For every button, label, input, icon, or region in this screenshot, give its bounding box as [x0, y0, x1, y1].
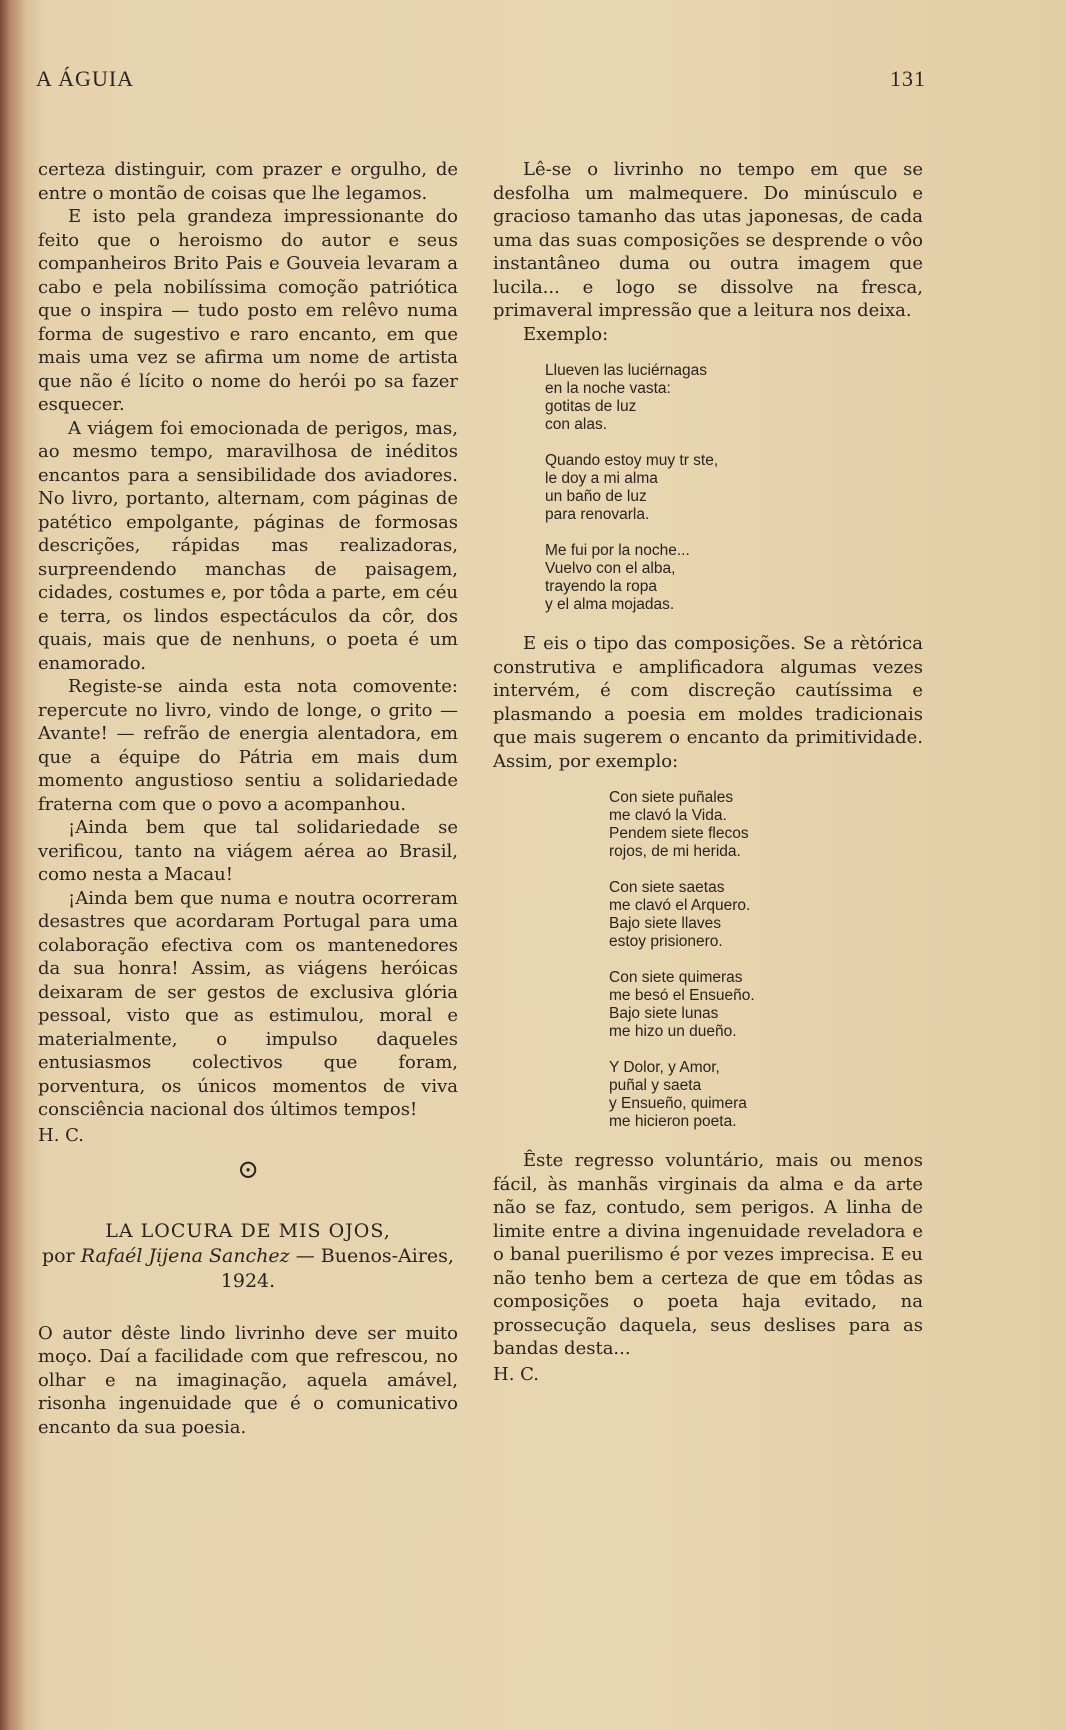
poem-line: un baño de luz	[545, 488, 647, 505]
stanza	[545, 542, 923, 614]
poem-line: con alas.	[545, 416, 608, 433]
paragraph: ¡Ainda bem que numa e noutra ocorreram desastres que acordaram Portugal para uma colaboração efectiva com os mantenedores da sua honra! Assim, as viágens heróicas deixaram de ser gestos de exclusiva glória pessoal, visto que as estimulou, moral e materialmente, o impulso daqueles entusiasmos colectivos que foram, porventura, os únicos momentos de viva consciência nacional dos últimos tempos!	[38, 887, 458, 1120]
paragraph: A viágem foi emocionada de perigos, mas, ao mesmo tempo, maravilhosa de inéditos encantos para a sensibilidade dos aviadores. No livro, portanto, alternam, com páginas de patético empolgante, páginas de formosas descrições, rápidas mas realizadoras, surpreendendo manchas de paisagem, cidades, costumes e, por tôda a parte, em céu e terra, os lindos espectáculos da côr, dos quais, mais que de nenhuns, o poeta é um enamorado.	[38, 417, 458, 674]
poem-line: Con siete quimeras	[609, 969, 743, 986]
left-column	[38, 158, 458, 1439]
review-heading	[38, 1219, 458, 1294]
paragraph: E eis o tipo das composições. Se a rètórica construtiva e amplificadora algumas vezes intervém, é com discreção cautíssima e plasmando a poesia em moldes tradicionais que mais sugerem o encanto da primitividade. Assim, por exemplo:	[493, 633, 923, 772]
poem-line: gotitas de luz	[545, 398, 637, 415]
signature: H. C.	[38, 1124, 84, 1146]
review-author: Rafaél Jijena Sanchez	[80, 1244, 290, 1267]
paragraph: certeza distinguir, com prazer e orgulho, de entre o montão de coisas que lhe legamos.	[38, 159, 458, 204]
poem	[545, 362, 923, 614]
stanza	[609, 789, 923, 861]
review-publication: — Buenos-Aires, 1924.	[220, 1244, 454, 1292]
poem-line: Y Dolor, y Amor,	[609, 1059, 720, 1076]
right-column	[493, 158, 923, 1386]
poem-line: Bajo siete lunas	[609, 1005, 719, 1022]
poem-line: rojos, de mi herida.	[609, 843, 741, 860]
stanza	[609, 879, 923, 951]
paragraph: ¡Ainda bem que tal solidariedade se verificou, tanto na viágem aérea ao Brasil, como nesta a Macau!	[38, 817, 458, 885]
poem-line: y el alma mojadas.	[545, 596, 675, 613]
ornament-icon: ⊙	[237, 1155, 259, 1185]
poem-line: Bajo siete llaves	[609, 915, 722, 932]
stanza	[545, 452, 923, 524]
paragraph: E isto pela grandeza impressionante do feito que o heroismo do autor e seus companheiros Brito Pais e Gouveia levaram a cabo e pela nobilíssima comoção patriótica que o inspira — tudo posto em relêvo numa forma de sugestivo e raro encanto, em que mais uma vez se afirma um nome de artista que não é lícito o nome do herói po sa fazer esquecer.	[38, 206, 458, 415]
poem-line: Quando estoy muy tr ste,	[545, 452, 719, 469]
paragraph: O autor dêste lindo livrinho deve ser muito moço. Daí a facilidade com que refrescou, no olhar e na imaginação, aquela amável, risonha ingenuidade que é o comunicativo encanto da sua poesia.	[38, 1322, 458, 1438]
poem-line: trayendo la ropa	[545, 578, 658, 595]
poem-line: Me fui por la noche...	[545, 542, 690, 559]
poem-line: me clavó el Arquero.	[609, 897, 751, 914]
poem-line: me besó el Ensueño.	[609, 987, 755, 1004]
poem-line: estoy prisionero.	[609, 933, 723, 950]
poem-line: le doy a mi alma	[545, 470, 658, 487]
signature: H. C.	[493, 1363, 539, 1385]
poem-line: me hicieron poeta.	[609, 1113, 737, 1130]
paragraph: Êste regresso voluntário, mais ou menos fácil, às manhãs virginais da alma e da arte não se faz, contudo, sem perigos. A linha de limite entre a divina ingenuidade reveladora e o banal puerilismo é por vezes imprecisa. E eu não tenho bem a certeza de que em tôdas as composições o poeta haja evitado, na prossecução daquela, seus deslises para as bandas desta...	[493, 1150, 923, 1359]
paragraph: Registe-se ainda esta nota comovente: repercute no livro, vindo de longe, o grito — Avante! — refrão de energia alentadora, em que a équipe do Pátria em mais dum momento angustioso sentiu a solidariedade fraterna com que o povo a acompanhou.	[38, 676, 458, 815]
poem-line: Con siete puñales	[609, 789, 734, 806]
poem-line: Llueven las luciérnagas	[545, 362, 707, 379]
page-number: 131	[890, 66, 926, 91]
review-author-prefix: por	[42, 1244, 81, 1267]
running-title: A ÁGUIA	[36, 66, 135, 91]
poem-line: y Ensueño, quimera	[609, 1095, 747, 1112]
paragraph: Lê-se o livrinho no tempo em que se desfolha um malmequere. Do minúsculo e gracioso tamanho das utas japonesas, de cada uma das suas composições se desprende o vôo instantâneo duma ou outra imagem que lucila... e logo se dissolve na fresca, primaveral impressão que a leitura nos deixa.	[493, 159, 923, 321]
poem	[609, 789, 923, 1131]
stanza	[609, 969, 923, 1041]
poem-line: en la noche vasta:	[545, 380, 671, 397]
poem-line: puñal y saeta	[609, 1077, 702, 1094]
stanza	[545, 362, 923, 434]
poem-line: Vuelvo con el alba,	[545, 560, 676, 577]
review-book-title: LA LOCURA DE MIS OJOS,	[105, 1219, 391, 1242]
stanza	[609, 1059, 923, 1131]
poem-line: para renovarla.	[545, 506, 650, 523]
poem-line: Pendem siete flecos	[609, 825, 749, 842]
poem-line: me hizo un dueño.	[609, 1023, 737, 1040]
example-label: Exemplo:	[523, 323, 609, 345]
poem-line: me clavó la Vida.	[609, 807, 727, 824]
poem-line: Con siete saetas	[609, 879, 725, 896]
